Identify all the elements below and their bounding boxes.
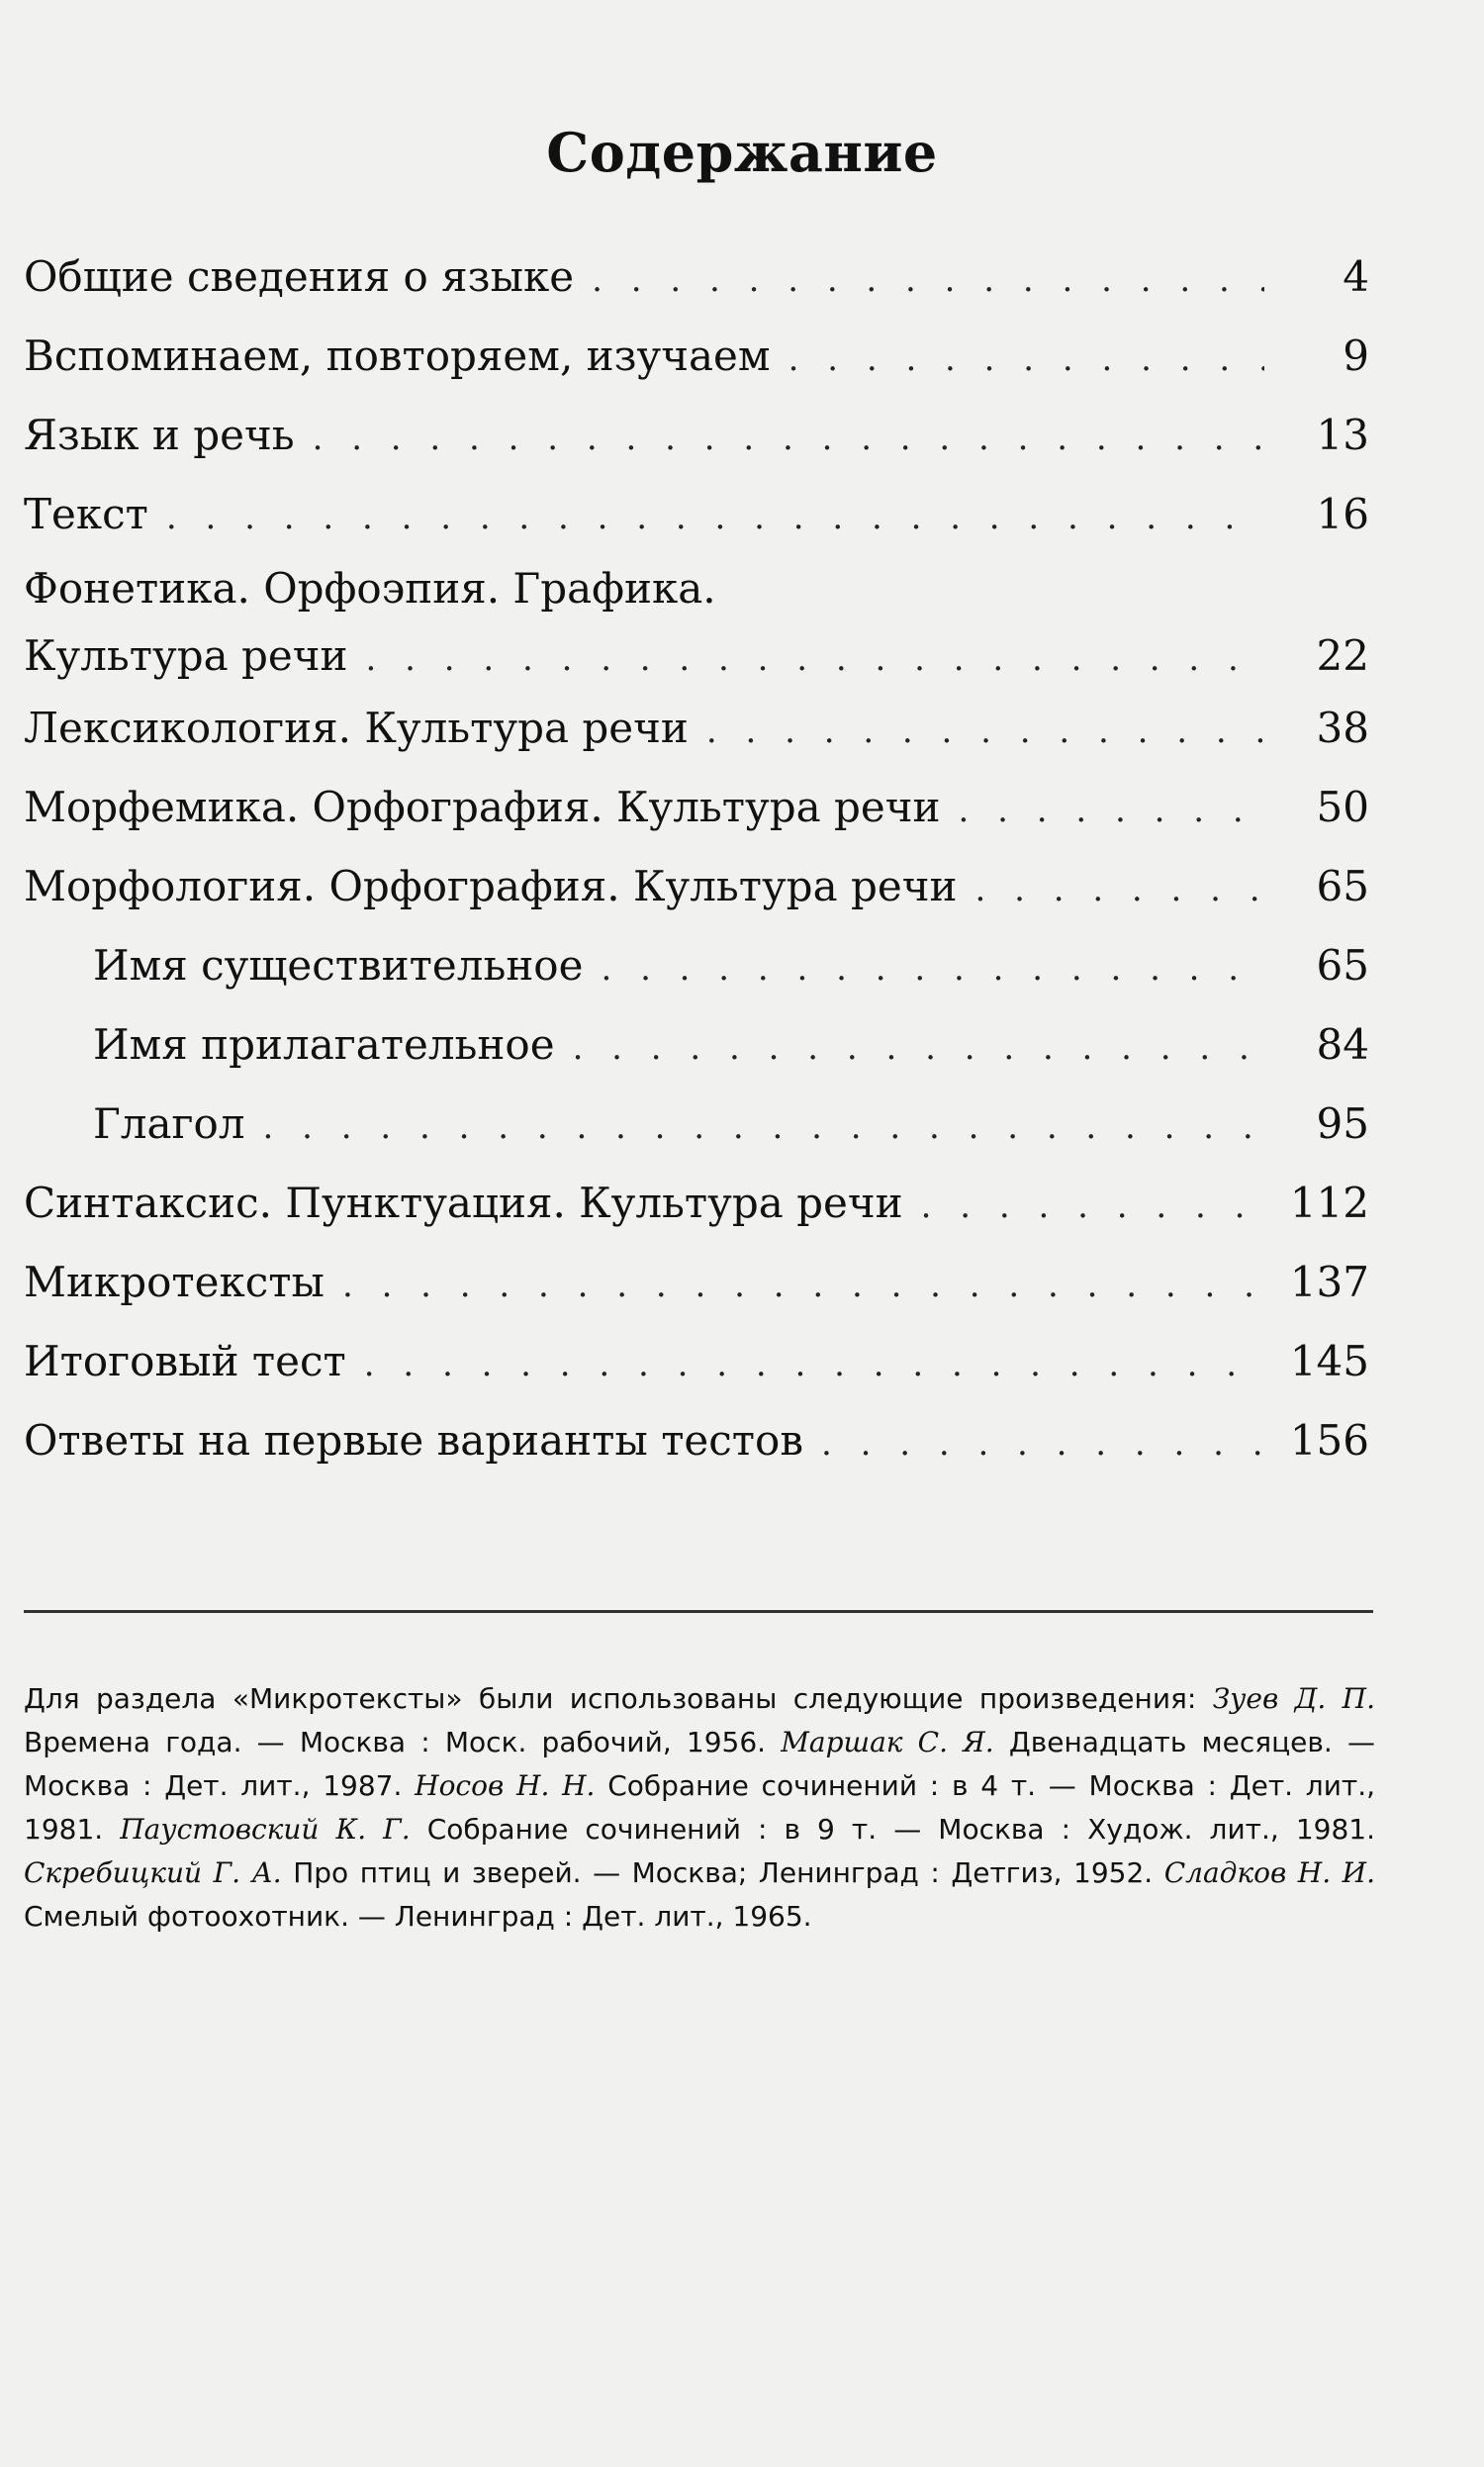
toc-entry-label: Вспоминаем, повторяем, изучаем	[24, 332, 771, 380]
toc-subentry	[24, 1005, 1369, 1085]
source-text: Смелый фотоохотник. — Ленинград : Дет. лит., 1965.	[24, 1900, 812, 1933]
toc-entry-page: 9	[1343, 332, 1369, 380]
toc-leader-dots	[313, 399, 1264, 478]
toc-leader-dots	[959, 771, 1264, 850]
sources-note	[24, 1677, 1375, 1939]
toc-entry	[24, 1322, 1369, 1401]
toc-entry-label: Лексикология. Культура речи	[24, 704, 689, 752]
toc-entry-page: 156	[1289, 1416, 1369, 1465]
toc-entry-page: 13	[1316, 411, 1369, 459]
toc-entry-label: Микротексты	[24, 1258, 325, 1306]
toc-entry-label: Итоговый тест	[24, 1337, 346, 1385]
divider-rule	[24, 1610, 1373, 1613]
toc-entry	[24, 475, 1369, 554]
toc-leader-dots	[263, 1088, 1264, 1167]
toc-subentry	[24, 1085, 1369, 1164]
toc-entry-label: Общие сведения о языке	[24, 252, 575, 301]
toc-entry	[24, 396, 1369, 475]
toc-entry	[24, 317, 1369, 396]
toc-entry-label: Язык и речь	[24, 411, 295, 459]
toc-leader-dots	[366, 626, 1265, 692]
source-text: Двенадцать месяцев. — Москва : Дет. лит., 1987.	[24, 1726, 1375, 1802]
toc-entry	[24, 1401, 1369, 1480]
toc-leader-dots	[573, 1008, 1264, 1088]
toc-entry	[24, 689, 1369, 768]
toc-entry	[24, 237, 1369, 317]
toc-entry-label: Морфемика. Орфография. Культура речи	[24, 783, 941, 831]
source-text: Собрание сочинений : в 9 т. — Москва : Худож. лит., 1981.	[426, 1813, 1375, 1846]
toc-entry-page: 65	[1316, 941, 1369, 990]
toc-leader-dots	[706, 692, 1264, 771]
toc-leader-dots	[921, 1167, 1264, 1246]
source-author: Паустовский К. Г.	[120, 1813, 411, 1846]
toc-leader-dots	[342, 1246, 1264, 1325]
toc-entry-page: 4	[1343, 252, 1369, 301]
toc-entry	[24, 768, 1369, 847]
toc-entry-label: Глагол	[93, 1099, 245, 1148]
toc-subentry	[24, 926, 1369, 1005]
toc-entry	[24, 847, 1369, 926]
toc-entry-page: 22	[1316, 631, 1369, 680]
source-author: Зуев Д. П.	[1212, 1682, 1375, 1715]
toc-entry	[24, 1164, 1369, 1243]
table-of-contents	[24, 237, 1369, 1480]
page-title: Содержание	[546, 121, 938, 184]
toc-entry-label: Имя прилагательное	[93, 1020, 555, 1069]
source-author: Сладков Н. И.	[1163, 1856, 1375, 1889]
source-author: Маршак С. Я.	[781, 1726, 994, 1758]
toc-entry-page: 50	[1316, 783, 1369, 831]
toc-entry-page: 16	[1316, 490, 1369, 538]
source-author: Носов Н. Н.	[415, 1769, 596, 1802]
toc-leader-dots	[788, 320, 1264, 399]
toc-entry-label: Морфология. Орфография. Культура речи	[24, 862, 958, 910]
toc-entry-label: Синтаксис. Пунктуация. Культура речи	[24, 1179, 903, 1227]
source-text: Собрание сочинений : в 4 т. — Москва : Дет. лит., 1981.	[24, 1769, 1376, 1846]
source-text: Про птиц и зверей. — Москва; Ленинград : Детгиз, 1952.	[293, 1856, 1154, 1889]
source-text: Времена года. — Москва : Моск. рабочий, 1956.	[24, 1726, 767, 1758]
toc-leader-dots	[974, 850, 1264, 929]
toc-entry	[24, 554, 1369, 689]
toc-leader-dots	[601, 929, 1264, 1008]
toc-leader-dots	[364, 1325, 1264, 1404]
toc-entry-page: 95	[1316, 1099, 1369, 1148]
toc-entry-label: Текст	[24, 490, 148, 538]
toc-entry-label-line1: Фонетика. Орфоэпия. Графика.	[24, 564, 716, 613]
toc-entry-page: 137	[1289, 1258, 1369, 1306]
toc-entry-page: 145	[1289, 1337, 1369, 1385]
toc-leader-dots	[821, 1404, 1264, 1483]
source-author: Скребицкий Г. А.	[24, 1856, 282, 1889]
toc-entry-label: Ответы на первые варианты тестов	[24, 1416, 803, 1465]
sources-intro: Для раздела «Микротексты» были использованы следующие произведения:	[24, 1682, 1197, 1715]
toc-entry-page: 84	[1316, 1020, 1369, 1069]
toc-leader-dots	[166, 478, 1264, 557]
toc-leader-dots	[592, 240, 1264, 320]
toc-entry-page: 65	[1316, 862, 1369, 910]
toc-entry-label-line2: Культура речи	[24, 631, 348, 680]
toc-entry-page: 38	[1316, 704, 1369, 752]
toc-entry-page: 112	[1289, 1179, 1369, 1227]
toc-entry	[24, 1243, 1369, 1322]
toc-entry-label: Имя существительное	[93, 941, 584, 990]
